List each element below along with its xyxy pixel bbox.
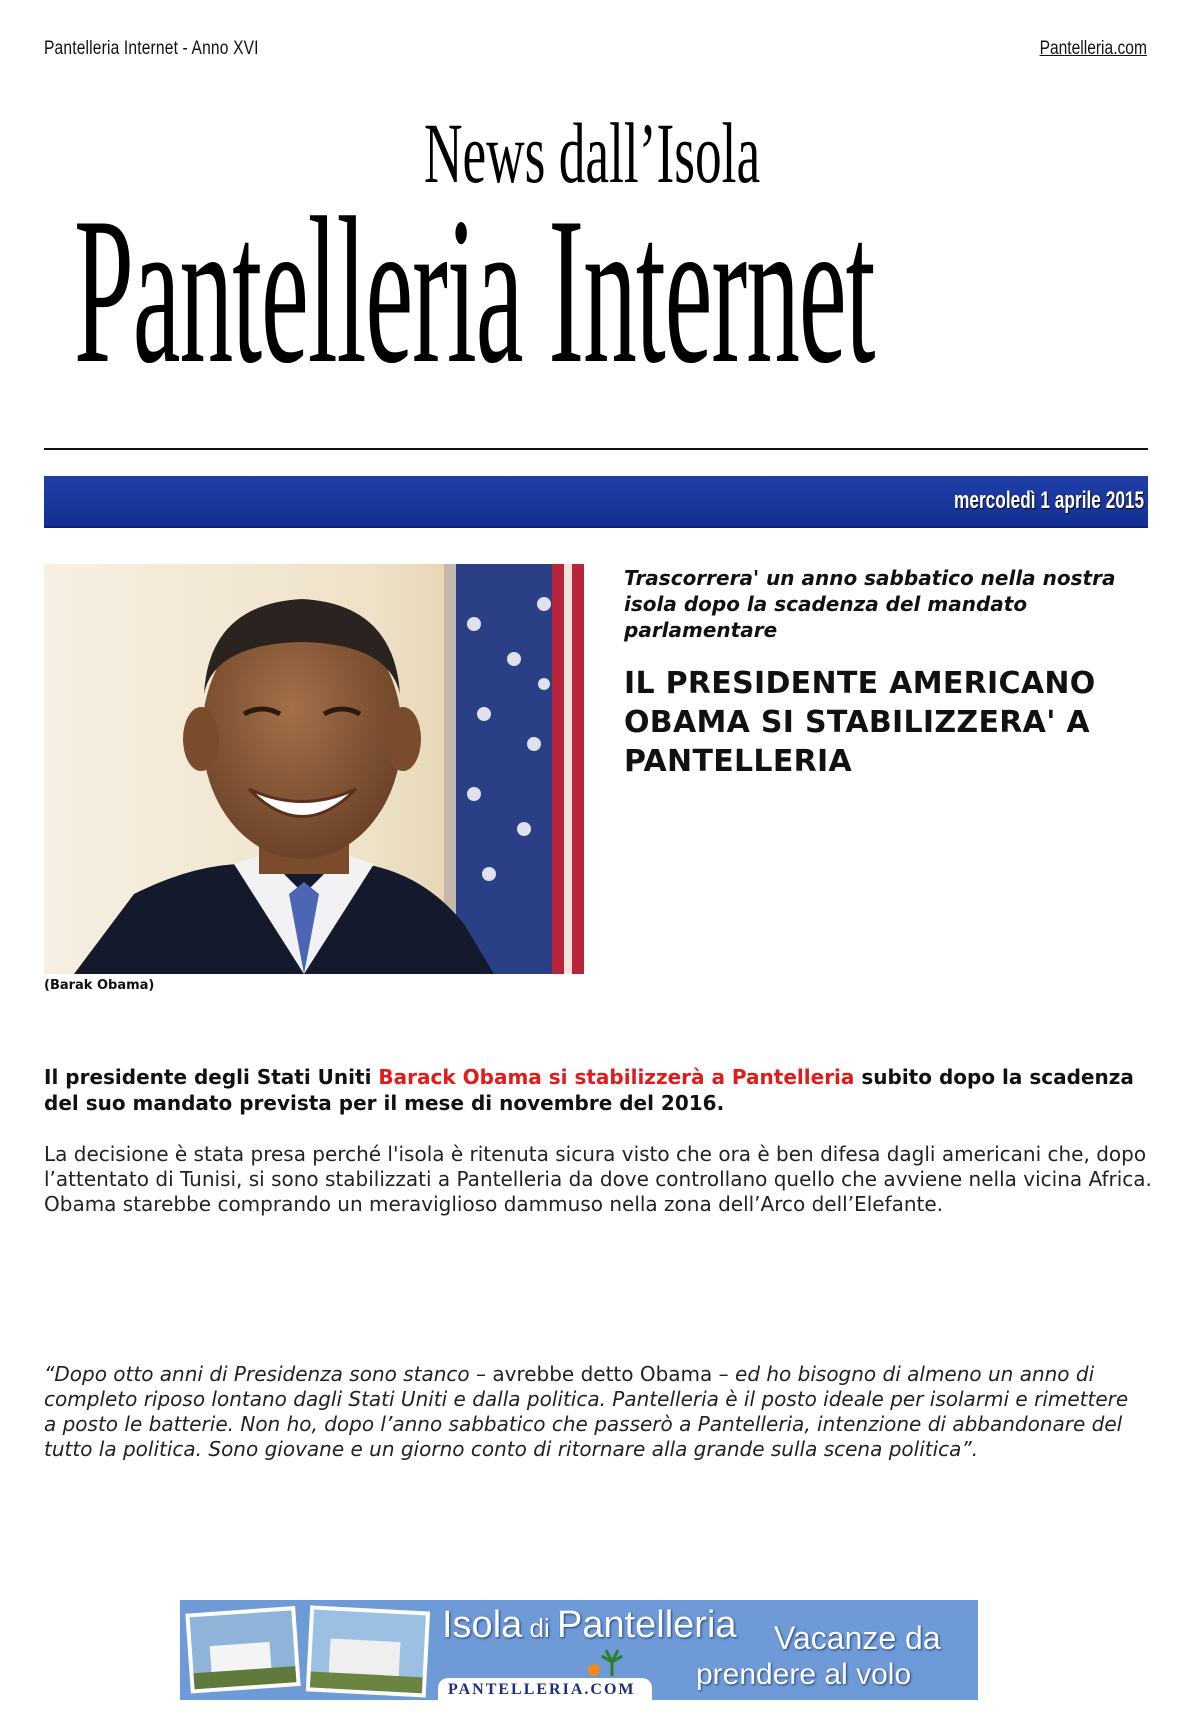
quote-text-start: “Dopo otto anni di Presidenza sono stanco	[44, 1362, 470, 1386]
banner-title	[442, 1604, 737, 1647]
article-quote	[44, 1362, 1144, 1462]
banner-logo-text: PANTELLERIA.COM	[448, 1681, 636, 1698]
site-link[interactable]: Pantelleria.com	[1039, 38, 1147, 59]
date-bar	[44, 476, 1148, 528]
article-headline: IL PRESIDENTE AMERICANO OBAMA SI STABILIZZERA' A PANTELLERIA	[624, 666, 1096, 779]
article-lead	[44, 1064, 1164, 1116]
banner-title-main: Isola	[442, 1604, 523, 1646]
banner-title-small: di	[522, 1613, 557, 1643]
masthead-subtitle: News dall’Isola	[424, 105, 761, 201]
sun-palm-icon	[586, 1644, 626, 1684]
masthead	[44, 100, 1148, 407]
masthead-title: Pantelleria Internet	[74, 175, 875, 407]
article-kicker: Trascorrera' un anno sabbatico nella nostra isola dopo la scadenza del mandato parlamentare	[624, 566, 1116, 642]
quote-attribution: – avrebbe detto Obama –	[469, 1362, 736, 1386]
lead-text-start: Il presidente degli Stati Uniti	[44, 1065, 379, 1089]
banner-tagline-2: prendere al volo	[696, 1658, 912, 1691]
quote-text-end: ed ho bisogno di almeno un anno di completo riposo lontano dagli Stati Uniti e dalla politica. Pantelleria è il posto ideale per isolarmi e rimettere a posto le batterie. Non ho, dopo l’anno sabbatico che passerò a Pantelleria, intenzione di abbandonare del tutto la politica. Sono giovane e un giorno conto di ritornare alla grande sulla scena politica”.	[44, 1362, 1129, 1461]
lead-highlight: Barack Obama si stabilizzerà a Pantelleria	[378, 1065, 855, 1089]
lead-text-end: subito dopo la scadenza del suo mandato prevista per il mese di novembre del 2016.	[44, 1065, 1134, 1115]
obama-photo	[44, 564, 584, 974]
portrait-illustration	[44, 564, 584, 974]
issue-label: Pantelleria Internet - Anno XVI	[44, 38, 259, 59]
photo-caption: (Barak Obama)	[44, 978, 155, 993]
banner-title-end: Pantelleria	[556, 1604, 737, 1646]
banner-tagline-1: Vacanze da	[774, 1620, 941, 1656]
issue-date: mercoledì 1 aprile 2015	[953, 487, 1144, 514]
advert-banner[interactable]	[180, 1600, 978, 1700]
article-body: La decisione è stata presa perché l'isola è ritenuta sicura visto che ora è ben difesa dagli americani che, dopo l’attentato di Tunisi, si sono stabilizzati a Pantelleria da dove controllano quello che avviene nella vicina Africa. Obama starebbe comprando un meraviglioso dammuso nella zona dell’Arco dell’Elefante.	[44, 1142, 1152, 1216]
divider	[44, 448, 1148, 450]
